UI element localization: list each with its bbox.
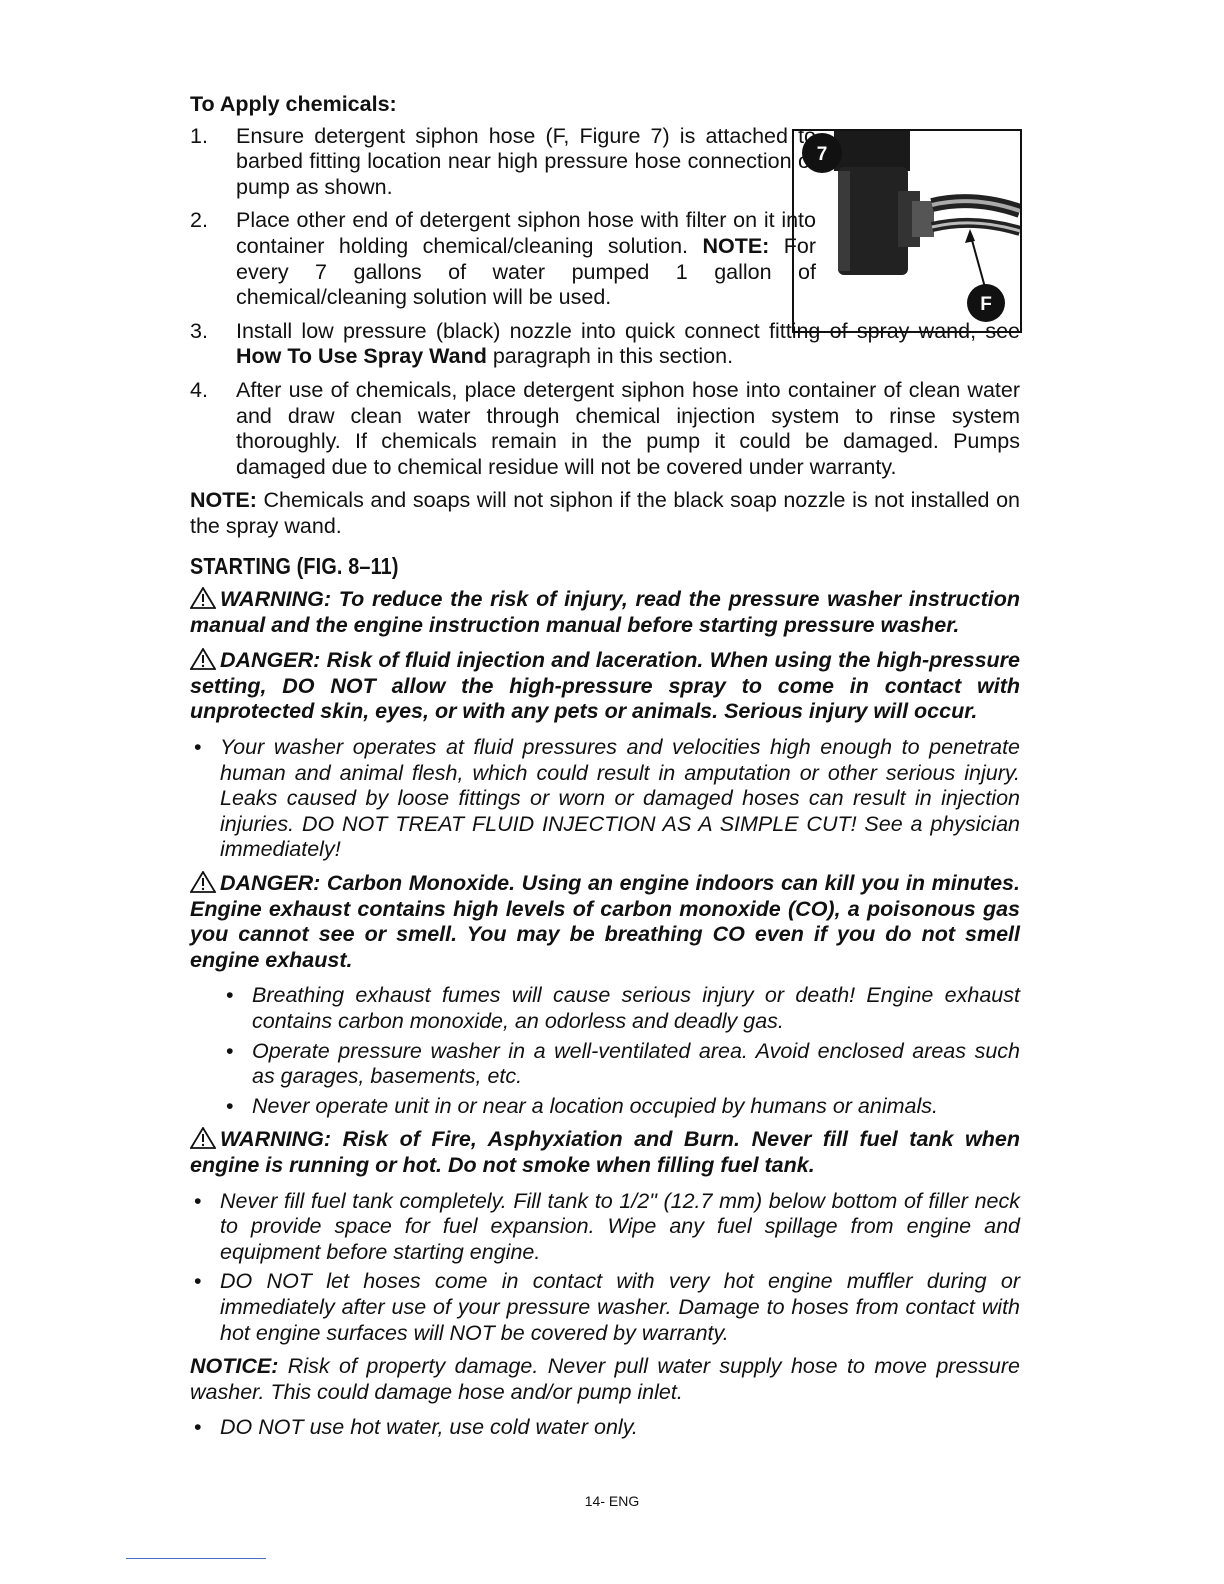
warning-text: WARNING: To reduce the risk of injury, read the pressure washer instruction manual and the engine instruction manual before starting pressure washer. — [190, 587, 1020, 637]
step-1 — [190, 124, 816, 201]
danger-text: DANGER: Carbon Monoxide. Using an engine indoors can kill you in minutes. Engine exhaust contains high levels of carbon monoxide (CO), a poisonous gas you cannot see or smell. You may be breathing CO even if you do not smell engine exhaust. — [190, 871, 1020, 972]
fire-bullets — [190, 1189, 1020, 1347]
step-number: 1. — [190, 123, 208, 148]
list-item — [190, 1269, 1020, 1346]
figure-7 — [792, 129, 1022, 333]
step-4 — [190, 378, 1020, 480]
bullet-glyph: • — [194, 1188, 202, 1213]
step-text-continued: For every 7 gallons of water pumped 1 gallon of chemical/cleaning solution will be used. — [236, 233, 816, 310]
starting-heading: STARTING (FIG. 8–11) — [190, 552, 399, 579]
bullet-glyph: • — [194, 1269, 202, 1294]
siphon-note — [190, 488, 1020, 539]
warning-text: WARNING: Risk of Fire, Asphyxiation and Burn. Never fill fuel tank when engine is running or hot. Do not smoke when filling fuel tank. — [190, 1127, 1020, 1177]
carbon-monoxide-bullets — [190, 983, 1020, 1119]
notice-text: Risk of property damage. Never pull water supply hose to move pressure washer. This could damage hose and/or pump inlet. — [190, 1354, 1020, 1404]
apply-chemicals-heading: To Apply chemicals: — [190, 92, 397, 116]
list-item — [190, 1415, 1020, 1441]
warning-read-manual — [190, 587, 1020, 638]
step-3 — [190, 319, 1020, 370]
list-item — [190, 1094, 1020, 1120]
bullet-text: Never operate unit in or near a location occupied by humans or animals. — [252, 1093, 938, 1118]
list-item — [190, 1039, 1020, 1090]
note-text: Chemicals and soaps will not siphon if the black soap nozzle is not installed on the spray wand. — [190, 488, 1020, 538]
step-text: After use of chemicals, place detergent siphon hose into container of clean water and draw clean water through chemical injection system to rinse system thoroughly. If chemicals remain in the pump it could be damaged. Pumps damaged due to chemical residue will not be covered under warranty. — [236, 377, 1020, 479]
bullet-glyph: • — [226, 1093, 234, 1118]
bullet-text: Breathing exhaust fumes will cause serious injury or death! Engine exhaust contains carbon monoxide, an odorless and deadly gas. — [252, 983, 1020, 1033]
step-number: 2. — [190, 208, 208, 233]
spray-wand-reference: How To Use Spray Wand — [236, 344, 487, 369]
bullet-text: Never fill fuel tank completely. Fill tank to 1/2" (12.7 mm) below bottom of filler neck to provide space for fuel expansion. Wipe any fuel spillage from engine and equipment before starting engine. — [220, 1188, 1020, 1264]
step-number: 3. — [190, 318, 208, 343]
callout-f-label: F — [980, 294, 992, 315]
bullet-glyph: • — [194, 1415, 202, 1440]
warning-fire — [190, 1127, 1020, 1178]
bullet-text: Operate pressure washer in a well-ventilated area. Avoid enclosed areas such as garages, basements, etc. — [252, 1038, 1020, 1089]
step-text: Place other end of detergent siphon hose with filter on it into container holding chemical/cleaning solution. — [236, 208, 816, 258]
fluid-injection-bullets — [190, 735, 1020, 863]
note-label: NOTE: — [190, 488, 257, 513]
step-text-continued: paragraph in this section. — [486, 344, 734, 369]
list-item — [190, 1189, 1020, 1266]
danger-text: DANGER: Risk of fluid injection and laceration. When using the high-pressure setting, DO NOT allow the high-pressure spray to come in contact with unprotected skin, eyes, or with any pets or animals. Serious injury will occur. — [190, 648, 1020, 724]
danger-fluid-injection — [190, 648, 1020, 725]
manual-page — [190, 92, 1020, 1449]
warning-triangle-icon — [190, 587, 216, 609]
bullet-glyph: • — [226, 983, 234, 1008]
figure-number-label: 7 — [816, 144, 828, 165]
page-number: 14- ENG — [584, 1493, 640, 1509]
list-item — [190, 983, 1020, 1034]
notice-label: NOTICE: — [190, 1354, 279, 1379]
step-text: Install low pressure (black) nozzle into quick connect fitting of spray wand, see — [236, 318, 1020, 343]
list-item — [190, 735, 1020, 863]
warning-triangle-icon — [190, 871, 216, 893]
bullet-text: DO NOT use hot water, use cold water only. — [220, 1415, 638, 1440]
bullet-text: DO NOT let hoses come in contact with very hot engine muffler during or immediately after use of your pressure washer. Damage to hoses from contact with hot engine surfaces will NOT be covered by warranty. — [220, 1269, 1020, 1345]
bullet-text: Your washer operates at fluid pressures and velocities high enough to penetrate human and animal flesh, which could result in amputation or other serious injury. Leaks caused by loose fittings or worn or damaged hoses can result in injection injuries. DO NOT TREAT FLUID INJECTION AS A SIMPLE CUT! See a physician immediately! — [220, 735, 1020, 862]
bottom-divider — [126, 1558, 266, 1559]
step-text: Ensure detergent siphon hose (F, Figure 7) is attached to barbed fitting location near high pressure hose connection of pump as shown. — [236, 123, 816, 199]
step-number: 4. — [190, 377, 208, 402]
bullet-glyph: • — [226, 1038, 234, 1063]
warning-triangle-icon — [190, 648, 216, 670]
note-label: NOTE: — [702, 233, 770, 258]
notice-bullets — [190, 1415, 1020, 1441]
step-2 — [190, 208, 816, 310]
bullet-glyph: • — [194, 735, 202, 760]
danger-carbon-monoxide — [190, 871, 1020, 973]
notice-property-damage — [190, 1354, 1020, 1405]
pump-fitting-illustration — [794, 131, 1020, 331]
warning-triangle-icon — [190, 1127, 216, 1149]
